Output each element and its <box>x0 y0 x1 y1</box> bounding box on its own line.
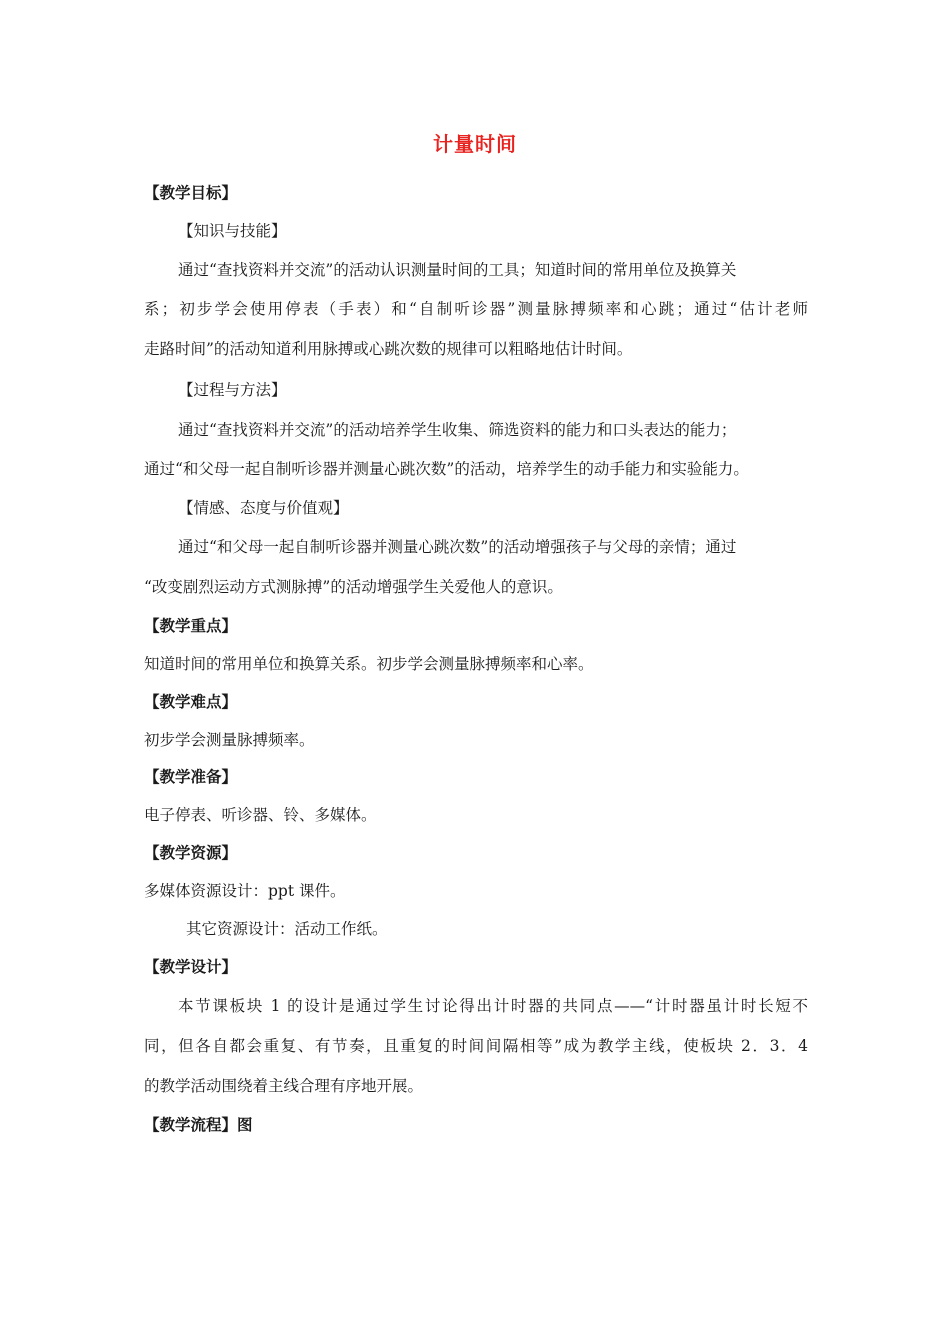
process-heading: 【过程与方法】 <box>178 381 287 399</box>
emotion-heading: 【情感、态度与价值观】 <box>178 499 349 517</box>
resources-multimedia: 多媒体资源设计：ppt 课件。 <box>144 882 346 900</box>
emotion-line-1: 通过“和父母一起自制听诊器并测量心跳次数”的活动增强孩子与父母的亲情；通过 <box>178 538 737 556</box>
objectives-heading: 【教学目标】 <box>144 184 238 202</box>
page-title: 计量时间 <box>433 132 517 156</box>
flow-heading: 【教学流程】图 <box>144 1116 253 1134</box>
preparation-heading: 【教学准备】 <box>144 768 238 786</box>
design-line-3: 的教学活动围绕着主线合理有序地开展。 <box>144 1077 424 1095</box>
knowledge-line-2: 系；初步学会使用停表（手表）和“自制听诊器”测量脉搏频率和心跳；通过“估计老师 <box>144 300 808 318</box>
design-line-2: 同，但各自都会重复、有节奏，且重复的时间间隔相等”成为教学主线，使板块 2．3．4 <box>144 1037 808 1055</box>
resources-heading: 【教学资源】 <box>144 844 238 862</box>
knowledge-heading: 【知识与技能】 <box>178 222 287 240</box>
process-line-1: 通过“查找资料并交流”的活动培养学生收集、筛选资料的能力和口头表达的能力； <box>178 421 737 439</box>
preparation-text: 电子停表、听诊器、铃、多媒体。 <box>144 806 377 824</box>
design-heading: 【教学设计】 <box>144 958 238 976</box>
difficulties-heading: 【教学难点】 <box>144 693 238 711</box>
design-line-1: 本节课板块 1 的设计是通过学生讨论得出计时器的共同点——“计时器虽计时长短不 <box>178 997 808 1015</box>
resources-other: 其它资源设计：活动工作纸。 <box>186 920 388 938</box>
knowledge-line-1: 通过“查找资料并交流”的活动认识测量时间的工具；知道时间的常用单位及换算关 <box>178 261 737 279</box>
key-points-text: 知道时间的常用单位和换算关系。初步学会测量脉搏频率和心率。 <box>144 655 594 673</box>
emotion-line-2: “改变剧烈运动方式测脉搏”的活动增强学生关爱他人的意识。 <box>144 578 563 596</box>
process-line-2: 通过“和父母一起自制听诊器并测量心跳次数”的活动，培养学生的动手能力和实验能力。 <box>144 460 749 478</box>
knowledge-line-3: 走路时间”的活动知道利用脉搏或心跳次数的规律可以粗略地估计时间。 <box>144 340 633 358</box>
key-points-heading: 【教学重点】 <box>144 617 238 635</box>
difficulties-text: 初步学会测量脉搏频率。 <box>144 731 315 749</box>
